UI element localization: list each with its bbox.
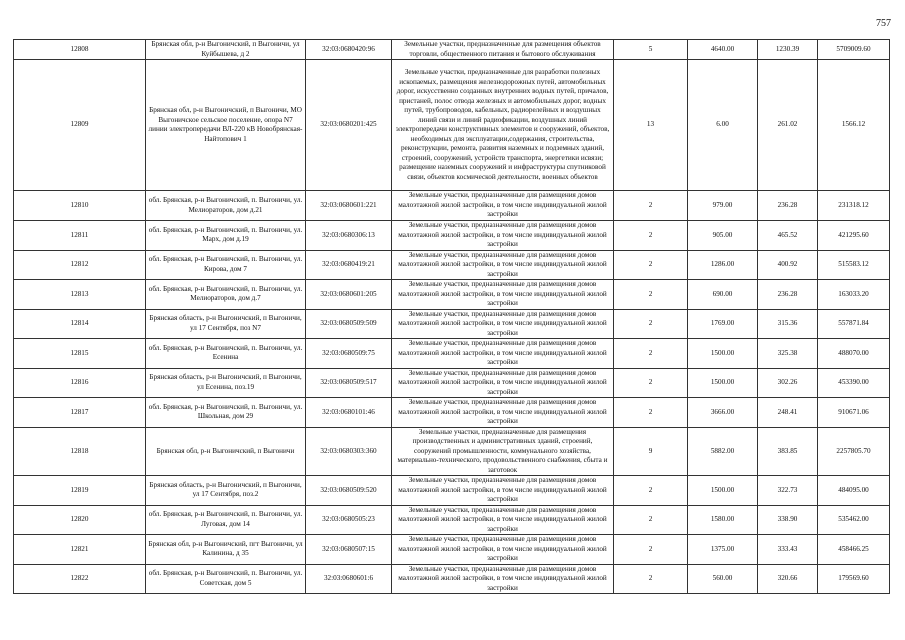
cadastral-number-cell: 32:03:0680509:517 [306,368,392,398]
land-use-cell: Земельные участки, предназначенные для размещения домов малоэтажной жилой застройки, в том числе индивидуальной жилой застройки [392,280,614,310]
land-use-cell: Земельные участки, предназначенные для размещения домов малоэтажной жилой застройки, в том числе индивидуальной жилой застройки [392,368,614,398]
cadastral-number-cell: 32:03:0680303:360 [306,427,392,476]
row-number: 12809 [14,60,146,191]
table-row [14,339,890,369]
row-number: 12816 [14,368,146,398]
cadastral-number-cell: 32:03:0680101:46 [306,398,392,428]
specific-value-cell: 465.52 [758,221,818,251]
land-use-cell: Земельные участки, предназначенные для размещения домов малоэтажной жилой застройки, в том числе индивидуальной жилой застройки [392,564,614,594]
specific-value-cell: 320.66 [758,564,818,594]
specific-value-cell: 1230.39 [758,40,818,60]
specific-value-cell: 302.26 [758,368,818,398]
cadastral-number-cell: 32:03:0680601:205 [306,280,392,310]
cadastral-value-cell: 231318.12 [818,191,890,221]
specific-value-cell: 383.85 [758,427,818,476]
table-row [14,221,890,251]
specific-value-cell: 248.41 [758,398,818,428]
table-row [14,505,890,535]
cadastral-number-cell: 32:03:0680306:13 [306,221,392,251]
address-cell: Брянская обл, р-н Выгоничский, пгт Выгоничи, ул Калинина, д 35 [146,535,306,565]
address-cell: Брянская обл, р-н Выгоничский, п Выгоничи, ул Куйбышева, д 2 [146,40,306,60]
row-number: 12818 [14,427,146,476]
table-row [14,60,890,191]
row-number: 12813 [14,280,146,310]
cadastral-value-cell: 453390.00 [818,368,890,398]
address-cell: Брянская область, р-н Выгоничский, п Выгоничи, ул 17 Сентября, поз N7 [146,309,306,339]
area-cell: 560.00 [688,564,758,594]
row-number: 12822 [14,564,146,594]
table-row [14,250,890,280]
group-code-cell: 2 [614,476,688,506]
group-code-cell: 2 [614,221,688,251]
address-cell: Брянская обл, р-н Выгоничский, п Выгоничи, МО Выгоничское сельское поселение, опора N7 линии электропередачи ВЛ-220 кВ Новобрянская-Найтопович 1 [146,60,306,191]
table-row [14,309,890,339]
land-use-cell: Земельные участки, предназначенные для размещения производственных и административных зданий, строений, сооружений промышленности, коммунального хозяйства, материально-технического, продовольственного снабжения, сбыта и заготовок [392,427,614,476]
land-use-cell: Земельные участки, предназначенные для размещения домов малоэтажной жилой застройки, в том числе индивидуальной жилой застройки [392,309,614,339]
area-cell: 1500.00 [688,476,758,506]
row-number: 12812 [14,250,146,280]
table-row [14,368,890,398]
address-cell: обл. Брянская, р-н Выгоничский, п. Выгоничи, ул. Мелиораторов, дом д.7 [146,280,306,310]
cadastral-value-cell: 1566.12 [818,60,890,191]
page-number: 757 [876,18,891,29]
land-use-cell: Земельные участки, предназначенные для размещения объектов торговли, общественного питания и бытового обслуживания [392,40,614,60]
address-cell: обл. Брянская, р-н Выгоничский, п. Выгоничи, ул. Есенина [146,339,306,369]
specific-value-cell: 315.36 [758,309,818,339]
land-use-cell: Земельные участки, предназначенные для размещения домов малоэтажной жилой застройки, в том числе индивидуальной жилой застройки [392,535,614,565]
specific-value-cell: 400.92 [758,250,818,280]
group-code-cell: 2 [614,191,688,221]
area-cell: 6.00 [688,60,758,191]
area-cell: 1769.00 [688,309,758,339]
row-number: 12817 [14,398,146,428]
group-code-cell: 9 [614,427,688,476]
land-use-cell: Земельные участки, предназначенные для размещения домов малоэтажной жилой застройки, в том числе индивидуальной жилой застройки [392,398,614,428]
specific-value-cell: 261.02 [758,60,818,191]
specific-value-cell: 236.28 [758,191,818,221]
area-cell: 905.00 [688,221,758,251]
cadastral-value-cell: 484095.00 [818,476,890,506]
specific-value-cell: 338.90 [758,505,818,535]
cadastral-value-cell: 163033.20 [818,280,890,310]
table-row [14,398,890,428]
group-code-cell: 2 [614,564,688,594]
cadastral-number-cell: 32:03:0680505:23 [306,505,392,535]
cadastral-number-cell: 32:03:0680420:96 [306,40,392,60]
address-cell: обл. Брянская, р-н Выгоничский, п. Выгоничи, ул. Марх, дом д.19 [146,221,306,251]
table-row [14,40,890,60]
land-use-cell: Земельные участки, предназначенные для размещения домов малоэтажной жилой застройки, в том числе индивидуальной жилой застройки [392,191,614,221]
address-cell: обл. Брянская, р-н Выгоничский, п. Выгоничи, ул. Школьная, дом 29 [146,398,306,428]
cadastral-value-cell: 488070.00 [818,339,890,369]
cadastral-number-cell: 32:03:0680601:6 [306,564,392,594]
area-cell: 4640.00 [688,40,758,60]
table-row [14,191,890,221]
cadastral-value-table [13,39,890,594]
land-use-cell: Земельные участки, предназначенные для разработки полезных ископаемых, размещения железнодорожных путей, автомобильных дорог, искусственно созданных внутренних водных путей, причалов, пристаней, полос отвода железных и автомобильных дорог, водных путей, трубопроводов, кабельных, радиорелейных и воздушных линий связи и линий радиофикации, воздушных линий электропередачи конструктивных элементов и сооружений, объектов, необходимых для эксплуатации,содержания, строительства, реконструкции, ремонта, развития наземных и подземных зданий, строений, сооружений, устройств транспорта, энергетики исвязи; размещение наземных сооружений и инфраструктуры спутниковой связи, объектов космической деятельности, военных объектов [392,60,614,191]
cadastral-number-cell: 32:03:0680201:425 [306,60,392,191]
land-use-cell: Земельные участки, предназначенные для размещения домов малоэтажной жилой застройки, в том числе индивидуальной жилой застройки [392,505,614,535]
group-code-cell: 2 [614,368,688,398]
cadastral-number-cell: 32:03:0680509:520 [306,476,392,506]
cadastral-value-cell: 421295.60 [818,221,890,251]
cadastral-value-cell: 2257805.70 [818,427,890,476]
specific-value-cell: 333.43 [758,535,818,565]
group-code-cell: 2 [614,250,688,280]
group-code-cell: 13 [614,60,688,191]
group-code-cell: 2 [614,339,688,369]
address-cell: Брянская обл, р-н Выгоничский, п Выгоничи [146,427,306,476]
area-cell: 690.00 [688,280,758,310]
cadastral-value-cell: 535462.00 [818,505,890,535]
cadastral-value-cell: 910671.06 [818,398,890,428]
specific-value-cell: 322.73 [758,476,818,506]
area-cell: 1580.00 [688,505,758,535]
cadastral-number-cell: 32:03:0680509:75 [306,339,392,369]
area-cell: 3666.00 [688,398,758,428]
address-cell: Брянская область, р-н Выгоничский, п Выгоничи, ул 17 Сентября, поз.2 [146,476,306,506]
cadastral-number-cell: 32:03:0680419:21 [306,250,392,280]
cadastral-number-cell: 32:03:0680509:509 [306,309,392,339]
group-code-cell: 2 [614,280,688,310]
address-cell: обл. Брянская, р-н Выгоничский, п. Выгоничи, ул. Луговая, дом 14 [146,505,306,535]
group-code-cell: 2 [614,398,688,428]
specific-value-cell: 325.38 [758,339,818,369]
row-number: 12820 [14,505,146,535]
group-code-cell: 2 [614,505,688,535]
cadastral-value-cell: 179569.60 [818,564,890,594]
area-cell: 1500.00 [688,368,758,398]
address-cell: Брянская область, р-н Выгоничский, п Выгоничи, ул Есенина, поз.19 [146,368,306,398]
land-use-cell: Земельные участки, предназначенные для размещения домов малоэтажной жилой застройки, в том числе индивидуальной жилой застройки [392,339,614,369]
area-cell: 1286.00 [688,250,758,280]
cadastral-number-cell: 32:03:0680507:15 [306,535,392,565]
area-cell: 1375.00 [688,535,758,565]
table-row [14,535,890,565]
row-number: 12810 [14,191,146,221]
area-cell: 1500.00 [688,339,758,369]
specific-value-cell: 236.28 [758,280,818,310]
group-code-cell: 5 [614,40,688,60]
cadastral-value-cell: 458466.25 [818,535,890,565]
row-number: 12821 [14,535,146,565]
address-cell: обл. Брянская, р-н Выгоничский, п. Выгоничи, ул. Мелиораторов, дом д.21 [146,191,306,221]
cadastral-value-cell: 515583.12 [818,250,890,280]
row-number: 12819 [14,476,146,506]
table-row [14,427,890,476]
row-number: 12815 [14,339,146,369]
group-code-cell: 2 [614,535,688,565]
group-code-cell: 2 [614,309,688,339]
table-row [14,564,890,594]
area-cell: 979.00 [688,191,758,221]
land-use-cell: Земельные участки, предназначенные для размещения домов малоэтажной жилой застройки, в том числе индивидуальной жилой застройки [392,250,614,280]
table-row [14,280,890,310]
address-cell: обл. Брянская, р-н Выгоничский, п. Выгоничи, ул. Советская, дом 5 [146,564,306,594]
table-row [14,476,890,506]
cadastral-number-cell: 32:03:0680601:221 [306,191,392,221]
land-use-cell: Земельные участки, предназначенные для размещения домов малоэтажной жилой застройки, в том числе индивидуальной жилой застройки [392,476,614,506]
row-number: 12811 [14,221,146,251]
land-use-cell: Земельные участки, предназначенные для размещения домов малоэтажной жилой застройки, в том числе индивидуальной жилой застройки [392,221,614,251]
area-cell: 5882.00 [688,427,758,476]
row-number: 12808 [14,40,146,60]
address-cell: обл. Брянская, р-н Выгоничский, п. Выгоничи, ул. Кирова, дом 7 [146,250,306,280]
cadastral-value-cell: 5709009.60 [818,40,890,60]
row-number: 12814 [14,309,146,339]
cadastral-value-cell: 557871.84 [818,309,890,339]
